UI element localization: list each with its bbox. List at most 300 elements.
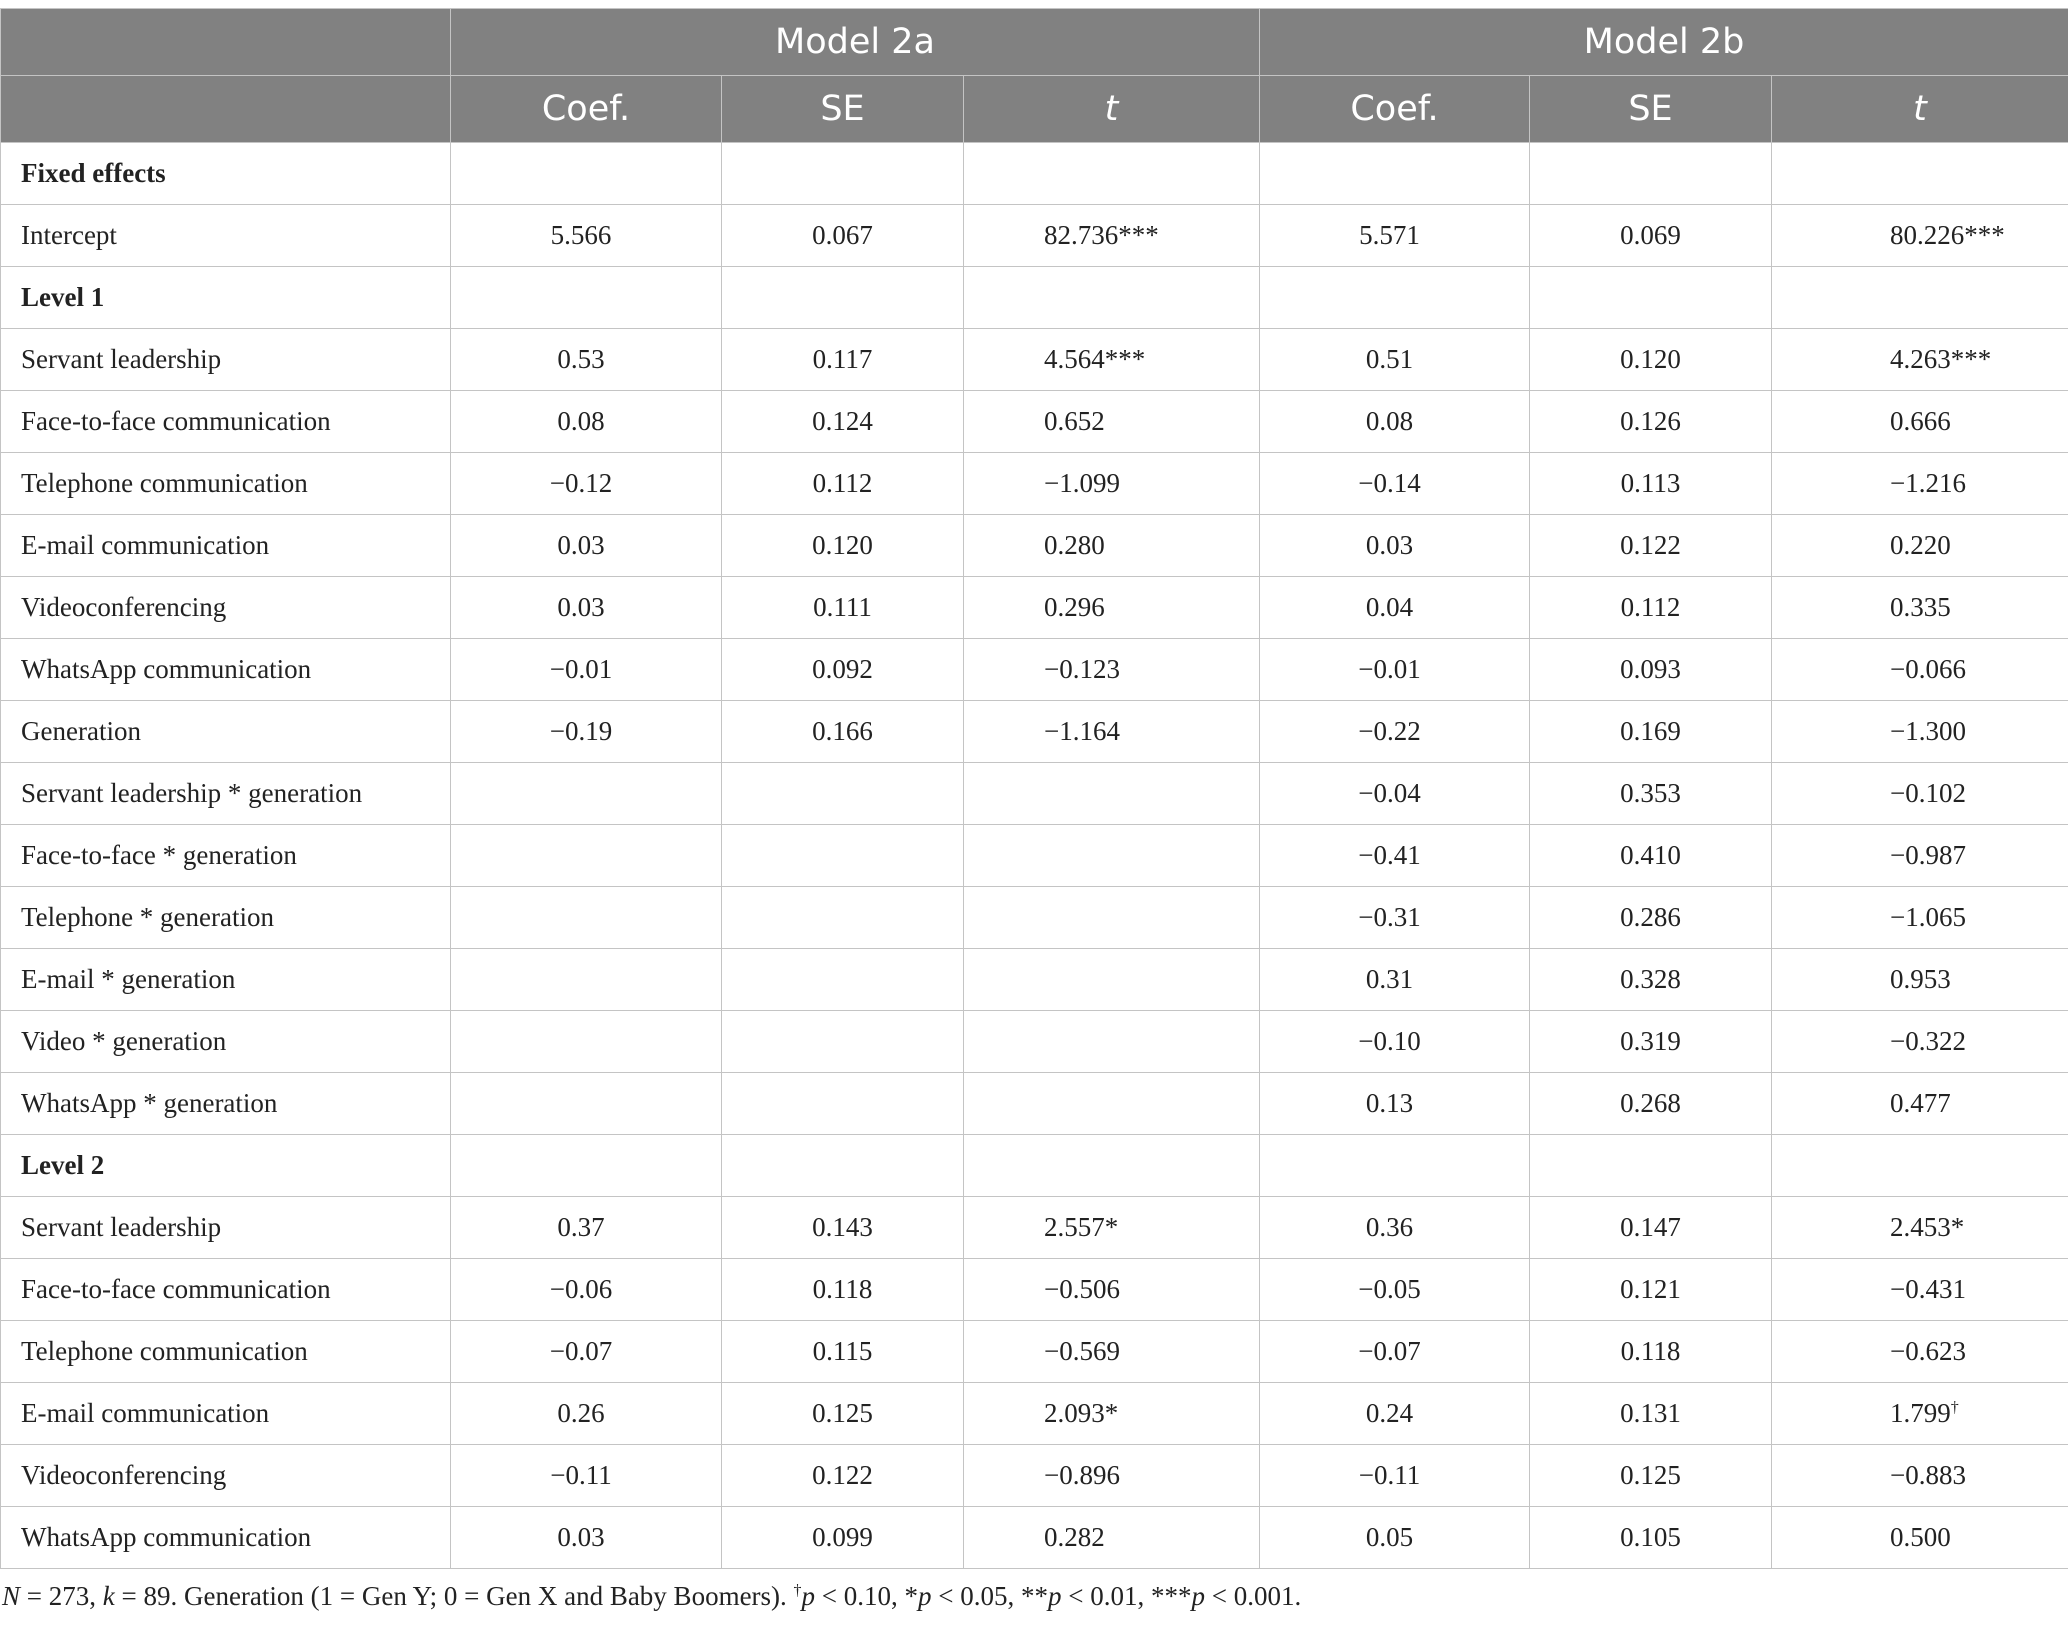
note-p2-text: < 0.05, **	[931, 1581, 1049, 1611]
value-cell	[451, 1445, 722, 1507]
row-label	[1, 949, 451, 1011]
value-cell	[722, 329, 964, 391]
value-cell	[1260, 1259, 1530, 1321]
cell-text: Videoconferencing	[21, 1460, 227, 1490]
cell-text: −0.05	[1358, 1274, 1421, 1304]
row-label	[1, 329, 451, 391]
cell-text: −0.987	[1890, 840, 1966, 870]
row-label	[1, 1073, 451, 1135]
cell-text: 0.03	[557, 592, 605, 622]
empty-cell	[964, 267, 1260, 329]
value-cell	[722, 1073, 964, 1135]
cell-text: −0.04	[1358, 778, 1421, 808]
value-cell	[1530, 763, 1772, 825]
cell-text: 0.282	[1044, 1522, 1105, 1552]
cell-text: 0.131	[1620, 1398, 1681, 1428]
empty-cell	[1260, 143, 1530, 205]
value-cell	[451, 763, 722, 825]
note-n: N	[2, 1581, 21, 1611]
note-p3-text: < 0.01, ***	[1061, 1581, 1192, 1611]
value-cell	[964, 701, 1260, 763]
table-row	[1, 1011, 2068, 1073]
row-label	[1, 515, 451, 577]
table-row	[1, 1507, 2068, 1569]
value-cell	[1772, 639, 2068, 701]
table-row	[1, 205, 2068, 267]
cell-text: −0.883	[1890, 1460, 1966, 1490]
row-label	[1, 577, 451, 639]
value-cell	[1260, 701, 1530, 763]
value-cell	[964, 1321, 1260, 1383]
value-cell	[1530, 391, 1772, 453]
cell-text: 0.24	[1365, 1398, 1414, 1428]
value-cell	[1260, 577, 1530, 639]
cell-text: 0.51	[1365, 344, 1414, 374]
value-cell	[1772, 1197, 2068, 1259]
cell-text: 0.115	[812, 1336, 873, 1366]
cell-text: −0.14	[1358, 468, 1421, 498]
value-cell	[722, 701, 964, 763]
note-p2: p	[918, 1581, 932, 1611]
value-cell	[722, 949, 964, 1011]
cell-text: 0.120	[1620, 344, 1681, 374]
cell-text: Intercept	[21, 220, 117, 250]
value-cell	[964, 1445, 1260, 1507]
value-cell	[451, 1383, 722, 1445]
value-cell	[1260, 825, 1530, 887]
value-cell	[722, 1383, 964, 1445]
cell-text: Face-to-face communication	[21, 406, 331, 436]
cell-text: 0.08	[557, 406, 605, 436]
section-row	[1, 1135, 2068, 1197]
value-cell	[1260, 763, 1530, 825]
note-dagger: †	[793, 1582, 802, 1599]
cell-text: −0.123	[1044, 654, 1120, 684]
cell-text: 0.53	[557, 344, 605, 374]
cell-text: 0.220	[1890, 530, 1951, 560]
value-cell	[722, 1259, 964, 1321]
cell-text: 0.280	[1044, 530, 1105, 560]
empty-cell	[1772, 143, 2068, 205]
value-cell	[1530, 701, 1772, 763]
cell-text: 0.069	[1620, 220, 1681, 250]
row-label	[1, 639, 451, 701]
table-row	[1, 825, 2068, 887]
cell-text: Telephone * generation	[21, 902, 275, 932]
cell-text: Servant leadership	[21, 344, 222, 374]
cell-text: 0.124	[812, 406, 873, 436]
value-cell	[964, 1507, 1260, 1569]
empty-cell	[1260, 1135, 1530, 1197]
empty-cell	[1530, 143, 1772, 205]
model-2b-header: Model 2b	[1260, 9, 2068, 76]
cell-text: 80.226***	[1890, 220, 2005, 250]
cell-text: 2.557*	[1044, 1212, 1119, 1242]
cell-text: 0.03	[557, 530, 605, 560]
cell-text: 0.125	[812, 1398, 873, 1428]
value-cell	[1260, 639, 1530, 701]
table-note	[0, 1569, 2068, 1612]
cell-text: 0.117	[812, 344, 873, 374]
note-k: k	[102, 1581, 115, 1611]
value-cell	[1530, 1073, 1772, 1135]
row-label	[1, 205, 451, 267]
value-cell	[1772, 577, 2068, 639]
value-cell	[722, 825, 964, 887]
value-cell	[451, 205, 722, 267]
note-p1: p	[801, 1581, 816, 1611]
cell-text: −0.31	[1358, 902, 1421, 932]
cell-text: 4.263***	[1890, 344, 1992, 374]
cell-text: E-mail communication	[21, 530, 270, 560]
row-label	[1, 391, 451, 453]
value-cell	[451, 453, 722, 515]
cell-text: 0.112	[812, 468, 873, 498]
cell-text: Face-to-face * generation	[21, 840, 297, 870]
value-cell	[964, 515, 1260, 577]
value-cell	[1530, 453, 1772, 515]
cell-text: 0.118	[812, 1274, 873, 1304]
row-label	[1, 1383, 451, 1445]
value-cell	[964, 329, 1260, 391]
cell-text: −0.07	[549, 1336, 613, 1366]
value-cell	[1530, 639, 1772, 701]
cell-text: 5.571	[1359, 220, 1420, 250]
cell-text: 0.118	[1620, 1336, 1681, 1366]
cell-text: 2.453*	[1890, 1212, 1965, 1242]
model-2a-header: Model 2a	[451, 9, 1260, 76]
cell-text: 0.26	[557, 1398, 605, 1428]
cell-text: −0.07	[1358, 1336, 1421, 1366]
value-cell	[1772, 205, 2068, 267]
cell-text: 0.296	[1044, 592, 1105, 622]
value-cell	[1772, 1445, 2068, 1507]
cell-text: −0.12	[549, 468, 613, 498]
cell-text: 0.04	[1365, 592, 1414, 622]
cell-text: −0.01	[549, 654, 613, 684]
value-cell	[722, 205, 964, 267]
value-cell	[1530, 1011, 1772, 1073]
value-cell	[1772, 453, 2068, 515]
note-n-text: = 273,	[20, 1581, 103, 1611]
cell-text: 0.147	[1620, 1212, 1681, 1242]
value-cell	[451, 1011, 722, 1073]
cell-text: 0.125	[1620, 1460, 1681, 1490]
value-cell	[451, 949, 722, 1011]
row-label	[1, 1445, 451, 1507]
value-cell	[964, 453, 1260, 515]
cell-text: 0.121	[1620, 1274, 1681, 1304]
value-cell	[964, 1259, 1260, 1321]
value-cell	[1772, 1321, 2068, 1383]
col-header-coef-a: Coef.	[451, 76, 722, 143]
value-cell	[1530, 577, 1772, 639]
cell-text: −0.11	[550, 1460, 612, 1490]
value-cell	[1260, 515, 1530, 577]
table-row	[1, 329, 2068, 391]
row-label	[1, 763, 451, 825]
empty-cell	[1530, 267, 1772, 329]
section-label: Fixed effects	[1, 143, 451, 205]
cell-text: WhatsApp communication	[21, 654, 312, 684]
value-cell	[1772, 763, 2068, 825]
value-cell	[451, 1259, 722, 1321]
cell-text: 0.03	[557, 1522, 605, 1552]
value-cell	[722, 1321, 964, 1383]
empty-cell	[451, 143, 722, 205]
value-cell	[1772, 1383, 2068, 1445]
empty-cell	[451, 1135, 722, 1197]
value-cell	[1260, 887, 1530, 949]
cell-text: 0.652	[1044, 406, 1105, 436]
value-cell	[964, 763, 1260, 825]
col-header-se-a: SE	[722, 76, 964, 143]
cell-text: 0.666	[1890, 406, 1951, 436]
value-cell	[964, 825, 1260, 887]
value-cell	[1260, 1197, 1530, 1259]
value-cell	[722, 1011, 964, 1073]
value-cell	[1772, 515, 2068, 577]
cell-text: −0.01	[1358, 654, 1421, 684]
col-header-coef-b: Coef.	[1260, 76, 1530, 143]
note-p1-text: < 0.10, *	[815, 1581, 919, 1611]
cell-text: −0.431	[1890, 1274, 1966, 1304]
value-cell	[1260, 205, 1530, 267]
value-cell	[451, 391, 722, 453]
row-label	[1, 825, 451, 887]
note-k-text: = 89. Generation (1 = Gen Y; 0 = Gen X and Baby Boomers).	[114, 1581, 794, 1611]
cell-text: Telephone communication	[21, 468, 308, 498]
row-label	[1, 887, 451, 949]
value-cell	[1772, 887, 2068, 949]
cell-text: 4.564***	[1044, 344, 1146, 374]
cell-text: Servant leadership	[21, 1212, 222, 1242]
row-label	[1, 1507, 451, 1569]
cell-text: Generation	[21, 716, 141, 746]
cell-text: Face-to-face communication	[21, 1274, 331, 1304]
cell-text: −1.216	[1890, 468, 1966, 498]
value-cell	[1772, 1073, 2068, 1135]
value-cell	[722, 1197, 964, 1259]
section-label: Level 2	[1, 1135, 451, 1197]
cell-text: 0.05	[1365, 1522, 1414, 1552]
table-row	[1, 887, 2068, 949]
value-cell	[722, 639, 964, 701]
value-cell	[1260, 1011, 1530, 1073]
cell-text: 82.736***	[1044, 220, 1159, 250]
empty-cell	[1260, 267, 1530, 329]
value-cell	[1530, 515, 1772, 577]
value-cell	[722, 1445, 964, 1507]
value-cell	[1530, 205, 1772, 267]
table-row	[1, 639, 2068, 701]
value-cell	[1530, 825, 1772, 887]
value-cell	[1530, 1259, 1772, 1321]
value-cell	[1260, 1321, 1530, 1383]
value-cell	[451, 329, 722, 391]
value-cell	[1772, 391, 2068, 453]
value-cell	[1260, 1507, 1530, 1569]
value-cell	[451, 825, 722, 887]
value-cell	[1260, 949, 1530, 1011]
cell-text: −1.300	[1890, 716, 1966, 746]
value-cell	[964, 1011, 1260, 1073]
cell-text: −0.623	[1890, 1336, 1966, 1366]
cell-text: 0.13	[1365, 1088, 1414, 1118]
table-row	[1, 391, 2068, 453]
value-cell	[964, 887, 1260, 949]
cell-text: 2.093*	[1044, 1398, 1119, 1428]
value-cell	[964, 391, 1260, 453]
value-cell	[964, 639, 1260, 701]
cell-text: 0.03	[1365, 530, 1414, 560]
regression-table	[0, 8, 2068, 1569]
value-cell	[451, 701, 722, 763]
value-cell	[1260, 1383, 1530, 1445]
row-label	[1, 1011, 451, 1073]
cell-text: 0.319	[1620, 1026, 1681, 1056]
value-cell	[964, 577, 1260, 639]
value-cell	[964, 949, 1260, 1011]
header-empty	[1, 9, 451, 76]
table-row	[1, 701, 2068, 763]
value-cell	[1260, 329, 1530, 391]
value-cell	[964, 1197, 1260, 1259]
cell-text: Servant leadership * generation	[21, 778, 363, 808]
table-row	[1, 949, 2068, 1011]
cell-text: 1.799	[1890, 1398, 1951, 1428]
empty-cell	[722, 267, 964, 329]
cell-text: −0.102	[1890, 778, 1966, 808]
empty-cell	[1772, 267, 2068, 329]
value-cell	[451, 639, 722, 701]
value-cell	[1772, 949, 2068, 1011]
cell-text: −0.066	[1890, 654, 1966, 684]
table-row	[1, 1383, 2068, 1445]
value-cell	[1260, 453, 1530, 515]
cell-text: 0.500	[1890, 1522, 1951, 1552]
value-cell	[1260, 391, 1530, 453]
value-cell	[1530, 1507, 1772, 1569]
cell-text: −0.10	[1358, 1026, 1421, 1056]
cell-text: −1.099	[1044, 468, 1120, 498]
row-label	[1, 1321, 451, 1383]
cell-text: WhatsApp communication	[21, 1522, 312, 1552]
cell-text: −1.164	[1044, 716, 1120, 746]
col-header-t-b: t	[1772, 76, 2068, 143]
cell-text: −0.11	[1358, 1460, 1421, 1490]
value-cell	[1530, 1197, 1772, 1259]
value-cell	[1772, 825, 2068, 887]
empty-cell	[964, 1135, 1260, 1197]
value-cell	[1530, 887, 1772, 949]
note-p4: p	[1191, 1581, 1205, 1611]
cell-text: −0.41	[1358, 840, 1421, 870]
value-cell	[1530, 949, 1772, 1011]
cell-text: 0.37	[557, 1212, 605, 1242]
dagger-mark: †	[1950, 1399, 1959, 1416]
value-cell	[964, 1383, 1260, 1445]
cell-text: 5.566	[550, 220, 612, 250]
cell-text: 0.335	[1890, 592, 1951, 622]
section-row	[1, 267, 2068, 329]
cell-text: −0.322	[1890, 1026, 1966, 1056]
note-p4-text: < 0.001.	[1205, 1581, 1302, 1611]
cell-text: 0.111	[813, 592, 872, 622]
cell-text: 0.353	[1620, 778, 1681, 808]
cell-text: 0.169	[1620, 716, 1681, 746]
cell-text: −0.896	[1044, 1460, 1120, 1490]
cell-text: 0.122	[1620, 530, 1681, 560]
empty-cell	[964, 143, 1260, 205]
cell-text: Video * generation	[21, 1026, 227, 1056]
value-cell	[451, 887, 722, 949]
row-label	[1, 701, 451, 763]
table-body	[1, 143, 2068, 1569]
cell-text: −0.22	[1358, 716, 1421, 746]
value-cell	[722, 763, 964, 825]
cell-text: 0.08	[1365, 406, 1414, 436]
value-cell	[1530, 1445, 1772, 1507]
value-cell	[1260, 1445, 1530, 1507]
cell-text: −0.506	[1044, 1274, 1120, 1304]
cell-text: Videoconferencing	[21, 592, 227, 622]
value-cell	[1772, 1259, 2068, 1321]
cell-text: 0.166	[812, 716, 873, 746]
value-cell	[722, 515, 964, 577]
empty-cell	[1772, 1135, 2068, 1197]
regression-table-wrapper	[0, 8, 2068, 1612]
value-cell	[964, 1073, 1260, 1135]
value-cell	[451, 1507, 722, 1569]
empty-cell	[722, 143, 964, 205]
cell-text: −0.569	[1044, 1336, 1120, 1366]
row-label	[1, 453, 451, 515]
cell-text: 0.092	[812, 654, 873, 684]
table-row	[1, 515, 2068, 577]
value-cell	[722, 453, 964, 515]
cell-text: 0.099	[812, 1522, 873, 1552]
table-row	[1, 763, 2068, 825]
value-cell	[722, 391, 964, 453]
empty-cell	[451, 267, 722, 329]
table-row	[1, 1445, 2068, 1507]
cell-text: 0.328	[1620, 964, 1681, 994]
col-header-se-b: SE	[1530, 76, 1772, 143]
cell-text: E-mail communication	[21, 1398, 270, 1428]
cell-text: −0.06	[549, 1274, 613, 1304]
value-cell	[1772, 329, 2068, 391]
empty-cell	[1530, 1135, 1772, 1197]
value-cell	[1260, 1073, 1530, 1135]
cell-text: 0.410	[1620, 840, 1681, 870]
cell-text: 0.953	[1890, 964, 1951, 994]
cell-text: 0.112	[1620, 592, 1681, 622]
value-cell	[1772, 1011, 2068, 1073]
value-cell	[1772, 1507, 2068, 1569]
table-row	[1, 1321, 2068, 1383]
table-row	[1, 453, 2068, 515]
cell-text: 0.143	[812, 1212, 873, 1242]
value-cell	[722, 1507, 964, 1569]
value-cell	[722, 577, 964, 639]
row-label	[1, 1197, 451, 1259]
cell-text: 0.093	[1620, 654, 1681, 684]
cell-text: 0.31	[1365, 964, 1414, 994]
column-header-row	[1, 76, 2068, 143]
table-row	[1, 1259, 2068, 1321]
value-cell	[1530, 1321, 1772, 1383]
